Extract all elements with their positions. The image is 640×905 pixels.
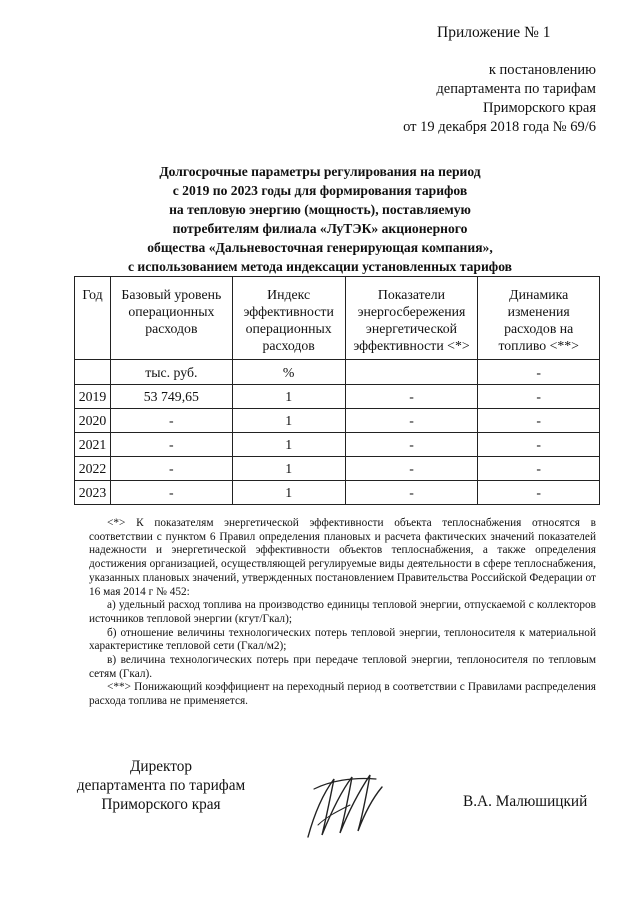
table-row xyxy=(75,385,600,409)
table-cell: 2020 xyxy=(75,409,111,433)
table-cell: 53 749,65 xyxy=(110,385,232,409)
table-cell: 1 xyxy=(232,457,345,481)
table-cell: - xyxy=(345,433,478,457)
position-line: Директор xyxy=(129,758,193,775)
table-cell: - xyxy=(478,481,600,505)
table-cell: - xyxy=(110,433,232,457)
table-cell: 1 xyxy=(232,481,345,505)
table-cell: - xyxy=(345,457,478,481)
table-cell: - xyxy=(478,385,600,409)
title-line: на тепловую энергию (мощность), поставляемую xyxy=(169,202,471,217)
header-base-opex: Базовый уровень операционных расходов xyxy=(110,277,232,360)
title-line: с использованием метода индексации установленных тарифов xyxy=(127,259,512,274)
table-cell: 2021 xyxy=(75,433,111,457)
table-cell: - xyxy=(478,409,600,433)
header-energy-saving: Показатели энергосбережения энергетической эффективности <*> xyxy=(345,277,478,360)
table-header-row xyxy=(75,277,600,360)
header-year: Год xyxy=(75,277,111,360)
table-cell: - xyxy=(110,409,232,433)
table-cell: - xyxy=(345,409,478,433)
footnotes xyxy=(89,517,596,709)
resolution-reference xyxy=(380,61,596,137)
footnote-item-c: в) величина технологических потерь при передаче тепловой энергии, теплоносителя по тепловым сетям (Гкал). xyxy=(89,654,596,680)
table-cell: % xyxy=(232,360,345,385)
parameters-table xyxy=(74,276,600,505)
table-row xyxy=(75,433,600,457)
title-line: Долгосрочные параметры регулирования на период xyxy=(159,164,481,179)
table-cell xyxy=(75,360,111,385)
header-efficiency-index: Индекс эффективности операционных расходов xyxy=(232,277,345,360)
footnote-fuel: <**> Понижающий коэффициент на переходный период в соответствии с Правилами распределения расхода топлива не применяется. xyxy=(89,681,596,708)
table-cell xyxy=(345,360,478,385)
table-cell: 2019 xyxy=(75,385,111,409)
table-cell: - xyxy=(110,481,232,505)
table-cell: 2022 xyxy=(75,457,111,481)
document-title xyxy=(80,162,560,276)
title-line: с 2019 по 2023 годы для формирования тарифов xyxy=(172,183,468,198)
table-row xyxy=(75,481,600,505)
table-units-row xyxy=(75,360,600,385)
table-row xyxy=(75,457,600,481)
position-line: департамента по тарифам xyxy=(76,777,246,794)
table-cell: 1 xyxy=(232,409,345,433)
footnote-energy-efficiency: <*> К показателям энергетической эффективности объекта теплоснабжения относятся в соответствии с пунктом 6 Правил определения плановых и расчета фактических значений показателей надежности и энергетической эффективности объектов теплоснабжения, а также определения достижения организацией, осуществляющей регулируемые виды деятельности в сфере теплоснабжения, указанных плановых значений, утвержденных постановлением Правительства Российской Федерации от 16 мая 2014 г № 452: xyxy=(89,517,596,598)
table-cell: 1 xyxy=(232,385,345,409)
header-fuel-dynamics: Динамика изменения расходов на топливо <**> xyxy=(478,277,600,360)
position-line: Приморского края xyxy=(101,796,221,813)
footnote-item-a: а) удельный расход топлива на производство единицы тепловой энергии, отпускаемой с коллекторов источников тепловой энергии (кгут/Гкал); xyxy=(89,599,596,625)
signatory-name: В.А. Малюшицкий xyxy=(463,793,588,810)
table-cell: 1 xyxy=(232,433,345,457)
table-row xyxy=(75,409,600,433)
resolution-line: департамента по тарифам xyxy=(436,81,596,97)
annex-label: Приложение № 1 xyxy=(437,24,551,41)
table-cell: - xyxy=(478,457,600,481)
table-cell: 2023 xyxy=(75,481,111,505)
title-line: общества «Дальневосточная генерирующая компания», xyxy=(147,240,493,255)
table-cell: тыс. руб. xyxy=(110,360,232,385)
table-cell: - xyxy=(345,481,478,505)
table-cell: - xyxy=(345,385,478,409)
resolution-line: от 19 декабря 2018 года № 69/6 xyxy=(403,119,596,135)
table-cell: - xyxy=(478,360,600,385)
handwritten-signature xyxy=(300,765,390,845)
table-cell: - xyxy=(110,457,232,481)
title-line: потребителям филиала «ЛуТЭК» акционерного xyxy=(172,221,468,236)
signatory-position xyxy=(76,757,246,814)
footnote-item-b: б) отношение величины технологических потерь тепловой энергии, теплоносителя к материальной характеристике тепловой сети (Гкал/м2); xyxy=(89,626,596,653)
resolution-line: к постановлению xyxy=(488,62,596,78)
table-cell: - xyxy=(478,433,600,457)
resolution-line: Приморского края xyxy=(482,100,596,116)
